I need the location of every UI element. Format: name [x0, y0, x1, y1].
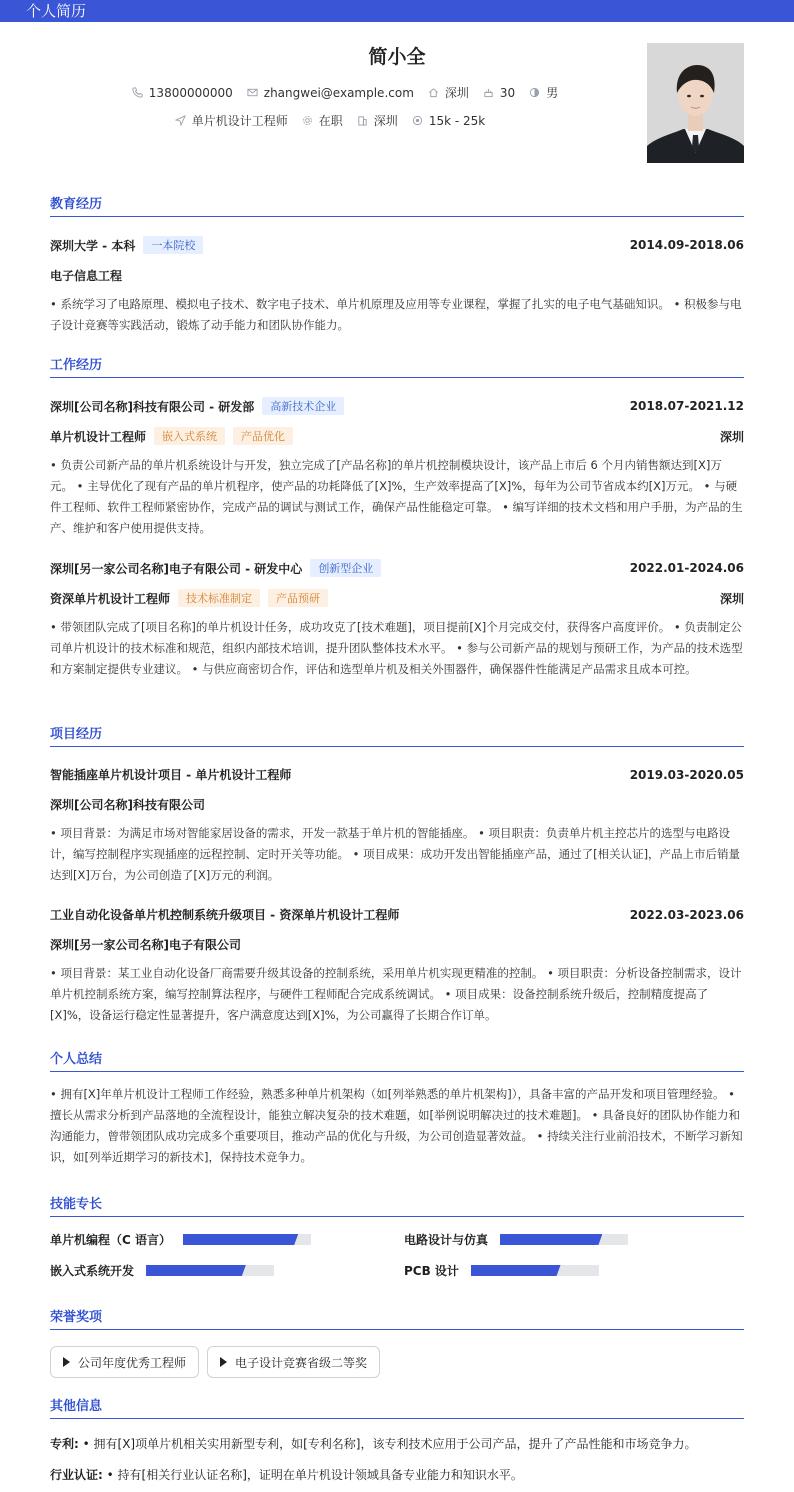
- gender-icon: [529, 87, 540, 98]
- email-item: [247, 86, 414, 100]
- awards-list: [50, 1346, 744, 1378]
- phone-icon: [132, 87, 143, 98]
- projects-section-title: 项目经历: [50, 723, 744, 747]
- school-name: 深圳大学 - 本科: [50, 238, 136, 253]
- status-text: 在职: [318, 114, 343, 128]
- skill-3-bar-fill: [146, 1265, 246, 1276]
- page-header-title: 个人简历: [26, 2, 87, 20]
- send-icon: [175, 115, 186, 126]
- skill-1-bar: [183, 1234, 311, 1245]
- summary-section: [50, 1048, 744, 1168]
- building-icon: [357, 115, 368, 126]
- skill-2-name: 电路设计与仿真: [404, 1233, 489, 1247]
- awards-section: [50, 1306, 744, 1378]
- other-section: [50, 1395, 744, 1483]
- status-item: [302, 112, 343, 129]
- awards-section-title: 荣誉奖项: [50, 1306, 744, 1330]
- target-city-item: [357, 112, 398, 129]
- skill-2-bar-fill: [500, 1234, 602, 1245]
- salary-item: [412, 114, 485, 128]
- age-item: [483, 86, 515, 100]
- school-tag: 一本院校: [143, 236, 203, 254]
- job-2-role: 资深单片机设计工程师: [50, 591, 171, 606]
- job-2-header-row: [50, 559, 744, 577]
- award-1-label: 公司年度优秀工程师: [78, 1355, 187, 1370]
- skill-item: [50, 1231, 404, 1248]
- profile-photo: [647, 43, 744, 163]
- coin-icon: [412, 115, 423, 126]
- page-header-bar: [0, 0, 794, 22]
- project-2-name: 工业自动化设备单片机控制系统升级项目 - 资深单片机设计工程师: [50, 908, 400, 922]
- position-text: 单片机设计工程师: [191, 114, 288, 128]
- major-name: 电子信息工程: [50, 269, 123, 283]
- project-2-company: 深圳[另一家公司名称]电子有限公司: [50, 938, 241, 952]
- city-text: 深圳: [444, 86, 469, 100]
- email-text: zhangwei@example.com: [263, 85, 414, 100]
- job-1-tag-2: 产品优化: [233, 427, 293, 445]
- target-city-text: 深圳: [373, 114, 398, 128]
- project-1-header-row: [50, 766, 744, 783]
- cert-label: 行业认证:: [50, 1468, 103, 1482]
- job-1-role-row: [50, 427, 744, 445]
- skill-1-name: 单片机编程（C 语言）: [50, 1233, 171, 1247]
- patent-label: 专利:: [50, 1437, 79, 1451]
- job-1-company: 深圳[公司名称]科技有限公司 - 研发部: [50, 399, 255, 414]
- project-1-company-row: [50, 796, 744, 813]
- profile-header: [0, 22, 794, 192]
- candidate-name: 简小全: [368, 46, 426, 68]
- skill-4-bar-fill: [471, 1265, 561, 1276]
- job-intent-row: [150, 112, 510, 129]
- skills-grid: [50, 1231, 744, 1279]
- skills-section-title: 技能专长: [50, 1193, 744, 1217]
- job-2-period: 2022.01-2024.06: [629, 561, 744, 575]
- project-1-name: 智能插座单片机设计项目 - 单片机设计工程师: [50, 768, 292, 782]
- job-1-role: 单片机设计工程师: [50, 429, 147, 444]
- play-icon: [63, 1357, 70, 1367]
- phone-text: 13800000000: [148, 85, 233, 100]
- cert-text: • 持有[相关行业认证名称]，证明在单片机设计领域具备专业能力和知识水平。: [106, 1468, 523, 1482]
- salary-text: 15k - 25k: [428, 113, 486, 128]
- job-2-desc: • 带领团队完成了[项目名称]的单片机设计任务，成功攻克了[技术难题]，项目提前[X]个月完成交付，获得客户高度评价。 • 负责制定公司单片机设计的技术标准和规范，组织内部技术培训，提升团队整体技术水平。 • 参与公司新产品的规划与预研工作，为产品的技术选型和方案制定提供专业建议。 • 与供应商密切合作，评估和选型单片机及相关外围器件，确保器件性能满足产品需求且成本可控。: [50, 620, 743, 676]
- skill-item: [50, 1262, 404, 1279]
- project-2-company-row: [50, 936, 744, 953]
- education-desc: • 系统学习了电路原理、模拟电子技术、数字电子技术、单片机原理及应用等专业课程，掌握了扎实的电子电气基础知识。 • 积极参与电子设计竞赛等实践活动，锻炼了动手能力和团队协作能力。: [50, 297, 742, 332]
- avatar-illustration: [647, 43, 744, 163]
- job-1-tag-1: 嵌入式系统: [154, 427, 225, 445]
- job-2-role-row: [50, 589, 744, 607]
- education-section: [50, 193, 744, 336]
- skill-3-name: 嵌入式系统开发: [50, 1264, 135, 1278]
- patent-text: • 拥有[X]项单片机相关实用新型专利，如[专利名称]，该专利技术应用于公司产品，提升了产品性能和市场竞争力。: [82, 1437, 697, 1451]
- education-period: 2014.09-2018.06: [629, 238, 744, 252]
- job-1-company-tag: 高新技术企业: [262, 397, 344, 415]
- position-item: [175, 112, 288, 129]
- skill-4-name: PCB 设计: [404, 1264, 459, 1278]
- summary-desc: • 拥有[X]年单片机设计工程师工作经验，熟悉多种单片机架构（如[列举熟悉的单片机架构]），具备丰富的产品开发和项目管理经验。 • 擅长从需求分析到产品落地的全流程设计，能独立解决复杂的技术难题，如[举例说明解决过的技术难题]。 • 具备良好的团队协作能力和沟通能力，曾带领团队成功完成多个重要项目，推动产品的优化与升级，为公司创造显著效益。 • 持续关注行业前沿技术，不断学习新知识，如[列举近期学习的新技术]，保持技术竞争力。: [50, 1087, 743, 1164]
- job-2-city: 深圳: [719, 591, 744, 606]
- skill-item: [404, 1231, 744, 1248]
- job-1-period: 2018.07-2021.12: [629, 399, 744, 413]
- contact-row: [110, 84, 580, 101]
- other-section-title: 其他信息: [50, 1395, 744, 1419]
- award-chip[interactable]: [50, 1346, 199, 1378]
- projects-section: [50, 723, 744, 1026]
- job-2-company-tag: 创新型企业: [310, 559, 381, 577]
- award-chip[interactable]: [207, 1346, 380, 1378]
- project-2-header-row: [50, 906, 744, 923]
- mail-icon: [247, 87, 258, 98]
- education-header-row: [50, 236, 744, 254]
- project-2-desc: • 项目背景：某工业自动化设备厂商需要升级其设备的控制系统，采用单片机实现更精准的控制。 • 项目职责：分析设备控制需求，设计单片机控制系统方案，编写控制算法程序，与硬件工程师配合完成系统调试。 • 项目成果：设备控制系统升级后，控制精度提高了[X]%，设备运行稳定性显著提升，客户满意度达到[X]%，为公司赢得了长期合作订单。: [50, 966, 742, 1022]
- gear-icon: [302, 115, 313, 126]
- job-1-header-row: [50, 397, 744, 415]
- summary-section-title: 个人总结: [50, 1048, 744, 1072]
- patent-row: [50, 1435, 744, 1452]
- project-1-period: 2019.03-2020.05: [629, 767, 744, 782]
- job-2-tag-2: 产品预研: [268, 589, 328, 607]
- cert-row: [50, 1466, 744, 1483]
- job-1-desc: • 负责公司新产品的单片机系统设计与开发，独立完成了[产品名称]的单片机控制模块设计，该产品上市后 6 个月内销售额达到[X]万元。 • 主导优化了现有产品的单片机程序，使产品的功耗降低了[X]%，生产效率提高了[X]%，每年为公司节省成本约[X]万元。 • 与硬件工程师、软件工程师紧密协作，完成产品的调试与测试工作，确保产品性能稳定可靠。 • 编写详细的技术文档和用户手册，为产品的生产、维护和客户使用提供支持。: [50, 458, 743, 535]
- project-1-company: 深圳[公司名称]科技有限公司: [50, 798, 205, 812]
- skill-4-bar: [471, 1265, 599, 1276]
- cake-icon: [483, 87, 494, 98]
- home-icon: [428, 87, 439, 98]
- skill-item: [404, 1262, 744, 1279]
- gender-text: 男: [546, 86, 559, 100]
- age-text: 30: [499, 85, 516, 100]
- skill-3-bar: [146, 1265, 274, 1276]
- award-2-label: 电子设计竞赛省级二等奖: [235, 1355, 368, 1370]
- play-icon: [220, 1357, 227, 1367]
- phone-item: [132, 86, 233, 100]
- education-section-title: 教育经历: [50, 193, 744, 217]
- skill-1-bar-fill: [183, 1234, 298, 1245]
- work-section-title: 工作经历: [50, 354, 744, 378]
- gender-item: [529, 84, 558, 101]
- project-2-period: 2022.03-2023.06: [629, 907, 744, 922]
- skill-2-bar: [500, 1234, 628, 1245]
- city-item: [428, 84, 469, 101]
- skills-section: [50, 1193, 744, 1279]
- job-2-company: 深圳[另一家公司名称]电子有限公司 - 研发中心: [50, 561, 303, 576]
- work-section: [50, 354, 744, 680]
- project-1-desc: • 项目背景：为满足市场对智能家居设备的需求，开发一款基于单片机的智能插座。 • 项目职责：负责单片机主控芯片的选型与电路设计，编写控制程序实现插座的远程控制、定时开关等功能。 • 项目成果：成功开发出智能插座产品，通过了[相关认证]，产品上市后销量达到[X]万台，为公司创造了[X]万元的利润。: [50, 826, 741, 882]
- major-row: [50, 267, 744, 284]
- job-2-tag-1: 技术标准制定: [178, 589, 260, 607]
- job-1-city: 深圳: [719, 429, 744, 444]
